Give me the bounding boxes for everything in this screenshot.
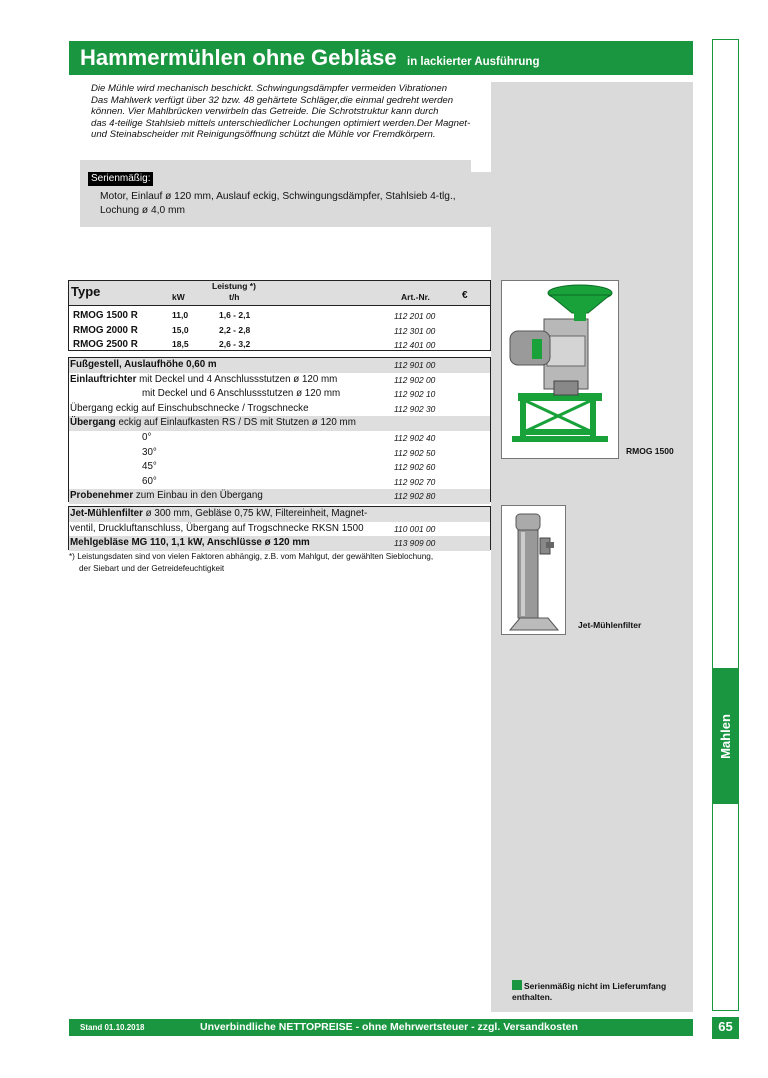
- table-row: 0° 112 902 40: [142, 431, 436, 443]
- legend-text: Serienmäßig nicht im Lieferumfang: [524, 981, 667, 991]
- mill-caption: RMOG 1500: [626, 446, 674, 456]
- table-row: Einlauftrichter mit Deckel und 4 Anschlussstutzen ø 120 mm 112 902 00: [70, 373, 436, 385]
- footer-text: Unverbindliche NETTOPREISE - ohne Mehrwertsteuer - zzgl. Versandkosten: [200, 1021, 578, 1033]
- table-row: RMOG 2500 R 18,5 2,6 - 3,2 112 401 00: [73, 339, 436, 351]
- table-row: Jet-Mühlenfilter ø 300 mm, Gebläse 0,75 kW, Filtereinheit, Magnet-: [69, 507, 490, 522]
- standard-label: Serienmäßig:: [88, 172, 153, 186]
- accessories-table: [68, 357, 491, 502]
- table-row: RMOG 2000 R 15,0 2,2 - 2,8 112 301 00: [73, 324, 436, 336]
- footer-date: Stand 01.10.2018: [80, 1023, 145, 1032]
- page-subtitle: in lackierter Ausführung: [407, 56, 540, 68]
- table-row: 60° 112 902 70: [142, 475, 436, 487]
- table-row: Übergang eckig auf Einlaufkasten RS / DS mit Stutzen ø 120 mm: [69, 416, 490, 431]
- page-number: 65: [718, 1019, 733, 1034]
- table-header: [69, 281, 490, 306]
- header-leistung: Leistung *): [212, 281, 256, 291]
- section-tab-label: Mahlen: [718, 713, 734, 759]
- legend-text-cont: enthalten.: [512, 992, 553, 1002]
- header-eur: €: [462, 290, 468, 301]
- standard-bar: [80, 160, 471, 172]
- table-row: ventil, Druckluftanschluss, Übergang auf Trogschnecke RKSN 1500 110 001 00: [70, 522, 436, 534]
- table-row: Probenehmer zum Einbau in den Übergang 112 902 80: [69, 489, 490, 504]
- table-row: Übergang eckig auf Einschubschnecke / Trogschnecke 112 902 30: [70, 402, 436, 414]
- legend-swatch: [512, 980, 522, 990]
- table-row: RMOG 1500 R 11,0 1,6 - 2,1 112 201 00: [73, 310, 436, 321]
- intro-text: Die Mühle wird mechanisch beschickt. Schwingungsdämpfer vermeiden Vibrationen Das Mahlwerk verfügt über 32 bzw. 48 gehärtete Schläger,die einmal gedreht werden können. Vier Mahlbrücken verwirbeln das Getreide. Die Schrotstruktur kann durch das 4-teilige Stahlsieb mittels unterschiedlicher Lochungen optimiert werden.Der Magnet- und Steinabscheider mit Reinigungsöffnung schützt die Mühle vor Fremdkörpern.: [91, 83, 471, 141]
- header-type: Type: [71, 284, 101, 299]
- mill-image: [501, 280, 619, 459]
- model-table: [68, 280, 491, 351]
- filter-table: [68, 506, 491, 550]
- table-row: 30° 112 902 50: [142, 446, 436, 458]
- table-row: 45° 112 902 60: [142, 461, 436, 473]
- header-th: t/h: [229, 292, 240, 302]
- filter-caption: Jet-Mühlenfilter: [578, 620, 642, 630]
- section-strip: [712, 39, 739, 1011]
- table-row: Mehlgebläse MG 110, 1,1 kW, Anschlüsse ø 120 mm 113 909 00: [69, 536, 490, 551]
- filter-image: [501, 505, 566, 635]
- header-kw: kW: [172, 292, 185, 302]
- standard-text: Motor, Einlauf ø 120 mm, Auslauf eckig, Schwingungsdämpfer, Stahlsieb 4-tlg., Lochung ø 4,0 mm: [100, 191, 456, 216]
- page-title: Hammermühlen ohne Gebläse: [80, 45, 397, 70]
- footnote: *) Leistungsdaten sind von vielen Faktoren abhängig, z.B. vom Mahlgut, der gewählten Sieblochung, der Siebart und der Getreidefeuchtigkeit: [69, 552, 434, 573]
- header-art: Art.-Nr.: [401, 292, 430, 302]
- table-row: Fußgestell, Auslaufhöhe 0,60 m 112 901 00: [69, 358, 490, 373]
- table-row: mit Deckel und 6 Anschlussstutzen ø 120 mm 112 902 10: [142, 388, 436, 400]
